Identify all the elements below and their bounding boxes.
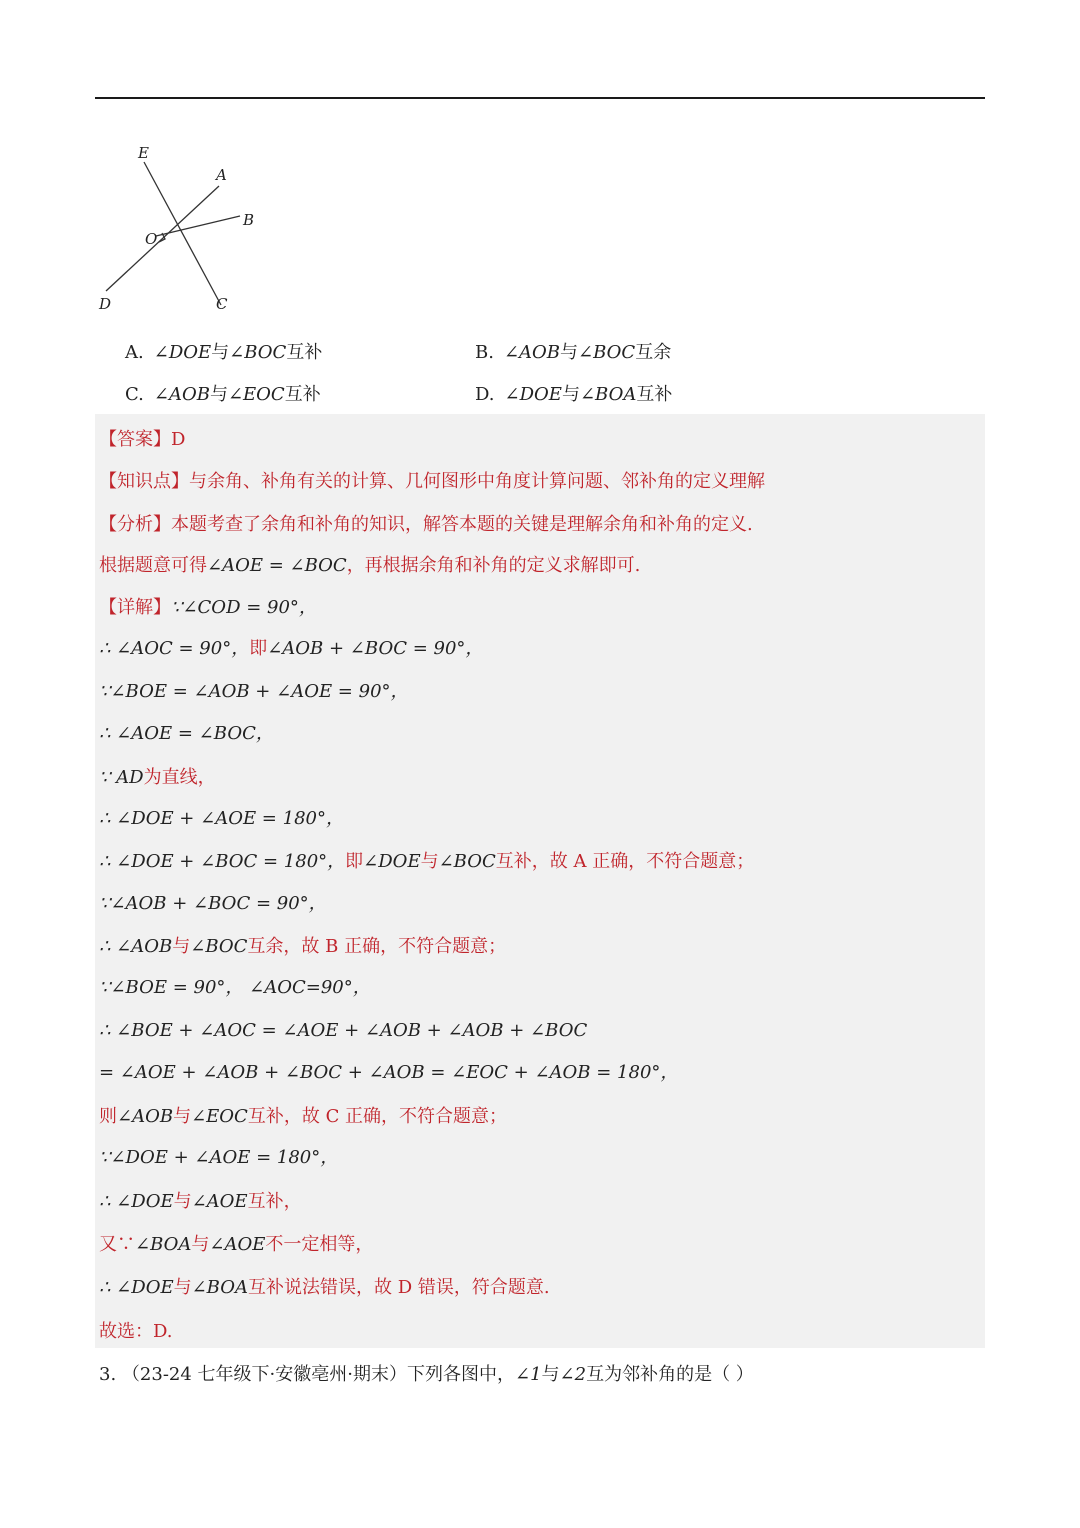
geometry-figure [90,138,280,318]
option-c: C. ∠AOB与∠EOC互补 [125,384,321,405]
detail-line-4: ∴ ∠AOE = ∠BOC， [99,723,274,744]
detail-line-13: 则∠AOB与∠EOC互补，故 C 正确，不符合题意； [99,1106,508,1127]
label-A: A [216,166,227,184]
detail-line-16: 又∵∠BOA与∠AOE不一定相等， [99,1234,374,1255]
detail-line-3: ∵∠BOE = ∠AOB + ∠AOE = 90°， [99,681,409,702]
detail-line-2: ∴ ∠AOC = 90°，即∠AOB + ∠BOC = 90°， [99,638,484,659]
detail-line-14: ∵∠DOE + ∠AOE = 180°， [99,1147,339,1168]
question-3: 3. （23-24 七年级下·安徽亳州·期末）下列各图中，∠1与∠2互为邻补角的是（ ） [99,1364,754,1385]
answer-line: 【答案】D [99,429,186,450]
detail-line-7: ∴ ∠DOE + ∠BOC = 180°，即∠DOE与∠BOC互补，故 A 正确，不符合题意； [99,851,755,872]
label-O: O [145,230,158,248]
option-d: D. ∠DOE与∠BOA互补 [475,384,673,405]
analysis-line-2: 根据题意可得∠AOE = ∠BOC，再根据余角和补角的定义求解即可. [99,555,641,576]
detail-line-8: ∵∠AOB + ∠BOC = 90°， [99,893,327,914]
line-OB [156,216,240,236]
detail-line-10: ∵∠BOE = 90°， ∠AOC=90°， [99,977,371,998]
angle-diagram [90,138,280,318]
detail-line-18: 故选：D. [99,1321,173,1342]
detail-line-1: 【详解】∵∠COD = 90°， [99,597,317,618]
label-D: D [99,295,112,313]
detail-line-15: ∴ ∠DOE与∠AOE互补， [99,1191,302,1212]
detail-line-17: ∴ ∠DOE与∠BOA互补说法错误，故 D 错误，符合题意. [99,1277,550,1298]
label-B: B [243,211,255,229]
detail-line-12: = ∠AOE + ∠AOB + ∠BOC + ∠AOB = ∠EOC + ∠AOB = 180°， [99,1062,679,1083]
option-a: A. ∠DOE与∠BOC互补 [125,342,323,363]
knowledge-line: 【知识点】与余角、补角有关的计算、几何图形中角度计算问题、邻补角的定义理解 [99,471,765,492]
analysis-line: 【分析】本题考查了余角和补角的知识，解答本题的关键是理解余角和补角的定义. [99,514,753,535]
detail-line-9: ∴ ∠AOB与∠BOC互余，故 B 正确，不符合题意； [99,936,507,957]
top-rule [95,97,985,99]
label-C: C [216,295,228,313]
detail-line-5: ∵ AD为直线， [99,767,216,788]
detail-line-6: ∴ ∠DOE + ∠AOE = 180°， [99,808,344,829]
option-b: B. ∠AOB与∠BOC互余 [475,342,672,363]
detail-line-11: ∴ ∠BOE + ∠AOC = ∠AOE + ∠AOB + ∠AOB + ∠BOC [99,1020,588,1041]
label-E: E [138,144,149,162]
line-DA [106,186,219,291]
